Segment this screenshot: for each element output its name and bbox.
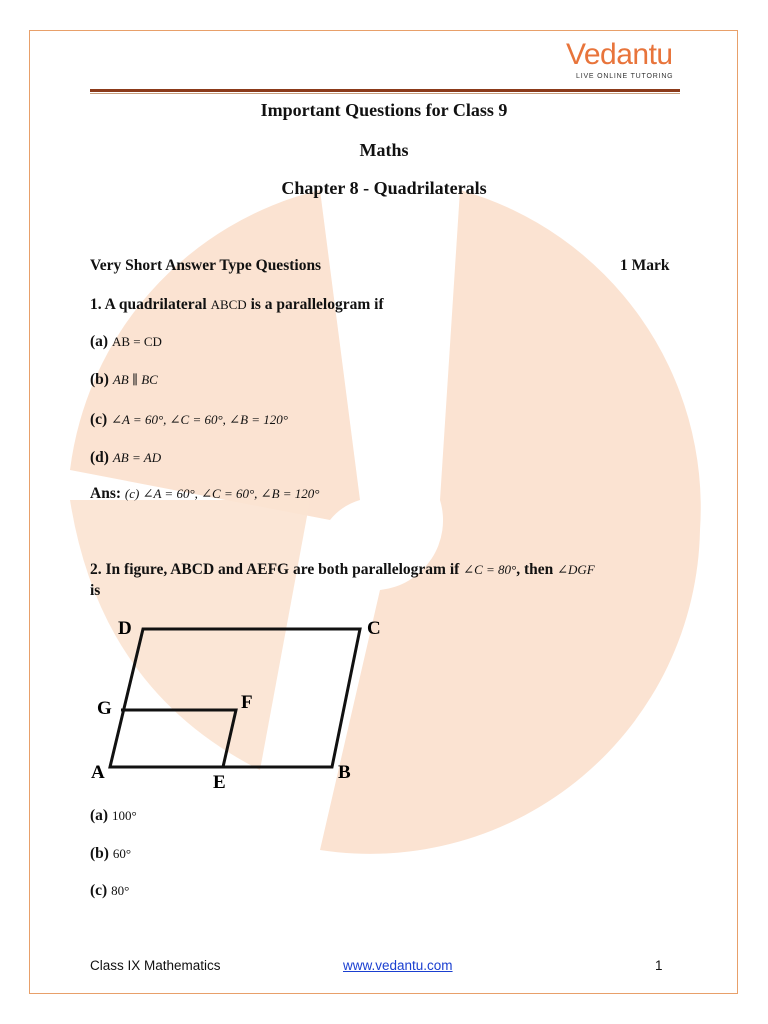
question-2-stem (90, 561, 595, 579)
q2-option-b (90, 845, 131, 863)
option-text: ∠A = 60°, ∠C = 60°, ∠B = 120° (111, 412, 288, 427)
option-text: AB = AD (112, 450, 162, 465)
answer-label: Ans: (90, 485, 122, 502)
q2-option-a (90, 807, 137, 825)
vertex-d: D (118, 618, 132, 639)
option-label: (c) (90, 411, 108, 428)
option-label: (b) (90, 845, 109, 862)
option-label: (b) (90, 371, 109, 388)
vertex-b: B (338, 762, 351, 783)
option-text: AB = CD (111, 334, 162, 349)
q1-option-a (90, 333, 162, 351)
footer-left: Class IX Mathematics (90, 958, 221, 973)
q1-option-b (90, 371, 158, 389)
option-text: 80° (111, 883, 130, 898)
q1-option-d (90, 449, 161, 467)
option-label: (c) (90, 882, 108, 899)
q2-stem-line2: is (90, 582, 101, 599)
q2-option-c (90, 882, 129, 900)
option-text: 100° (111, 808, 137, 823)
q2-stem-mid: , then (516, 561, 554, 578)
q1-option-c (90, 411, 288, 429)
logo-tagline: LIVE ONLINE TUTORING (576, 73, 674, 80)
doc-subject: Maths (359, 140, 409, 160)
parallelogram-figure (88, 614, 398, 794)
vertex-a: A (91, 762, 105, 783)
q1-answer (90, 485, 319, 503)
vertex-f: F (241, 692, 253, 713)
doc-chapter: Chapter 8 - Quadrilaterals (281, 178, 487, 198)
option-label: (a) (90, 807, 109, 824)
q2-stem-math2: ∠DGF (557, 562, 595, 577)
q2-stem-prefix: 2. In figure, ABCD and AEFG are both parallelogram if (90, 561, 460, 578)
parallelogram-aefg (121, 710, 236, 767)
question-1-stem (90, 296, 384, 314)
q2-stem-math1: ∠C = 80° (463, 562, 517, 577)
option-text: AB ∥ BC (112, 372, 158, 387)
header-rule-thin (90, 93, 680, 94)
answer-text: (c) ∠A = 60°, ∠C = 60°, ∠B = 120° (124, 486, 320, 501)
vedantu-logo (566, 38, 686, 88)
option-label: (a) (90, 333, 109, 350)
logo-wordmark: Vedantu (566, 38, 673, 71)
section-marks: 1 Mark (620, 257, 670, 274)
option-text: 60° (112, 846, 132, 861)
doc-title: Important Questions for Class 9 (260, 100, 508, 120)
vertex-e: E (213, 772, 226, 793)
page-number: 1 (655, 958, 663, 973)
option-label: (d) (90, 449, 109, 466)
q1-stem-math: ABCD (210, 297, 247, 312)
footer-link[interactable]: www.vedantu.com (343, 958, 453, 973)
section-heading: Very Short Answer Type Questions (90, 257, 322, 274)
header-rule (90, 89, 680, 92)
vertex-c: C (367, 618, 381, 639)
watermark-logo (60, 170, 720, 950)
parallelogram-abcd (110, 629, 360, 767)
vertex-g: G (97, 698, 112, 719)
q1-stem-suffix: is a parallelogram if (250, 296, 384, 313)
q1-stem-prefix: 1. A quadrilateral (90, 296, 207, 313)
